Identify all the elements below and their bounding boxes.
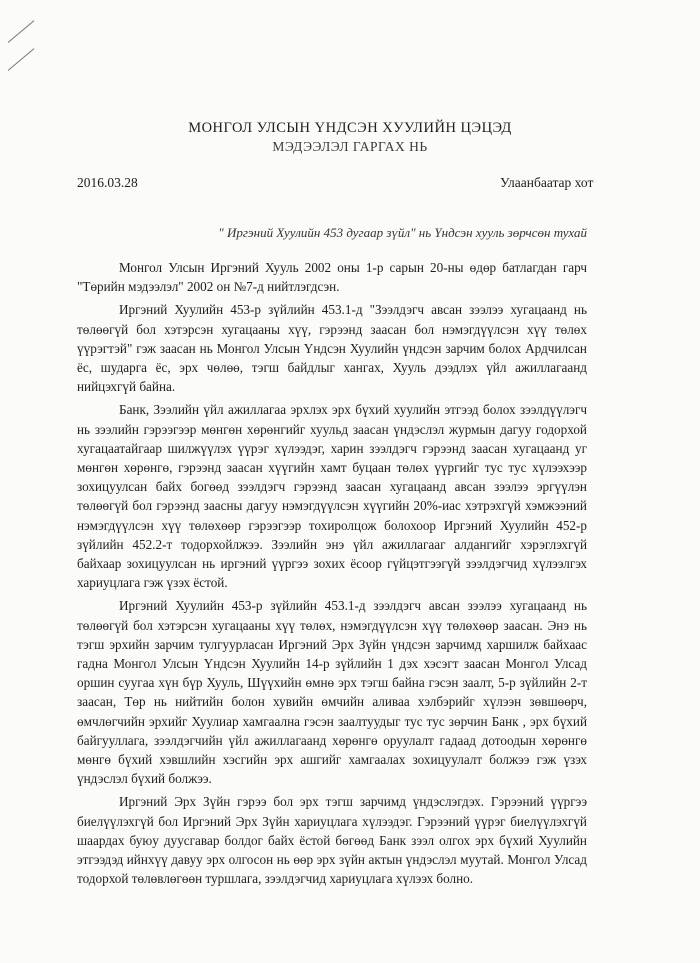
document-header <box>0 120 700 155</box>
document-subject: " Иргэний Хуулийн 453 дугаар зүйл" нь Үндсэн хууль зөрчсөн тухай <box>218 225 587 240</box>
body-paragraph: Иргэний Хуулийн 453-р зүйлийн 453.1-д "Зээлдэгч авсан зээлээ хугацаанд нь төлөөгүй бол хэтэрсэн хугацааны хүү, гэрээнд заасан бол нэмэгдүүлсэн хүү төлөх үүрэгтэй" гэж заасан нь Монгол Улсын Үндсэн Хуулийн үндсэн зарчим болох Ардчилсан ёс, шударга ёс, эрх чөлөө, тэгш байдлыг хангах, Хууль дээдлэх үйл ажиллагаанд нийцэхгүй байна. <box>77 302 587 395</box>
body-paragraph: Банк, Зээлийн үйл ажиллагаа эрхлэх эрх бүхий хуулийн этгээд болох зээлдүүлэгч нь зээлийн гэрээгээр мөнгөн хөрөнгийг хуульд заасан үндэслэл журмын дагуу годорхой хугацаатайгаар шилжүүлэх үүрэг хүлээдэг, харин зээлдэгч гэрээнд заасан хугацаанд уг мөнгөн хөрөнгө, гэрээнд заасан хүүгийн хамт буцаан төлөх үүргийг тус тус хүлээхээр зохицуулсан байх богөөд зээлдэгч гэрээнд заасан хугацаанд авсан зээлээ эргүүлэн төлөөгүй бол гэрээнд заасны дагуу нэмэгдүүлсэн хүүгийн 20%-иас хэтрэхгүй хэмжээний нэмэгдүүлсэн хүү төлөхөөр гэрээгээр тохиролцож болохоор Иргэний Хуулийн 452-р зүйлийн 452.2-т тодорхойлжээ. Зээлийн энэ үйл ажиллагааг алдангийг хэрэглэхгүй байхаар зохицуулсан нь иргэний үүргээ зохих ёсоор гүйцэтгээгүй зээлдэгчид хүлээлгэх хариуцлага гэж үзэх ёстой. <box>77 402 587 591</box>
document-body <box>77 258 587 893</box>
body-paragraph: Монгол Улсын Иргэний Хууль 2002 оны 1-р сарын 20-ны өдөр батлагдан гарч "Төрийн мэдээлэл" 2002 он №7-д нийтлэгдсэн. <box>77 260 587 295</box>
staple-mark <box>8 20 35 43</box>
document-date: 2016.03.28 <box>77 175 138 190</box>
body-paragraph: Иргэний Эрх Зүйн гэрээ бол эрх тэгш зарчимд үндэслэгдэх. Гэрээний үүргээ биелүүлэхгүй бол Иргэний Эрх Зүйн хариуцлага хүлээдэг. Гэрээний үүрэг биелүүлэхгүй шаардах буюу дуусгавар болдог байх ёстой бөгөөд Банк зээл олгох эрх бүхий Хуулийн этгээдэд ийнхүү давуу эрх олгосон нь өөр эрх зүйн актын үндэслэл муутай. Монгол Улсад тодорхой төлөвлөгөөн туршлага, зээлдэгчид хариуцлага хүлээх болно. <box>77 794 587 887</box>
body-paragraph: Иргэний Хуулийн 453-р зүйлийн 453.1-д зээлдэгч авсан зээлээ хугацаанд нь төлөөгүй бол хэтэрсэн хугацааны хүү төлөх, нэмэгдүүлсэн хүү төлөхөөр заасан. Энэ нь тэгш эрхийн зарчим тулгуурласан Иргэний Эрх Зүйн үндсэн зарчимд харшилж байхаас гадна Монгол Улсын Үндсэн Хуулийн 14-р зүйлийн 1 дэх хэсэгт заасан Монгол Улсад оршин суугаа хүн бүр Хууль, Шүүхийн өмнө эрх тэгш байна гэсэн заалт, 5-р зүйлийн 2-т заасан, Төр нь нийтийн болон хувийн өмчийн аливаа хэлбэрийг хүлээн зөвшөөрч, өмчлөгчийн эрхийг Хуулиар хамгаална гэсэн заалтуудыг тус тус зөрчин Банк , эрх бүхий байгууллага, зээлдэгчийн үйл ажиллагаанд хөрөнгө оруулалт гадаад дотоодын хөрөнгө мөнгө бүхий хэвшлийн хэсгийн эрх ашгийг хамгаалах зохицуулалт болжээ гэж үзэх үндэслэл бүхий болжээ. <box>77 598 587 787</box>
staple-mark <box>8 48 35 71</box>
document-place: Улаанбаатар хот <box>500 175 594 190</box>
document-subtitle: МЭДЭЭЛЭЛ ГАРГАХ НЬ <box>272 139 428 154</box>
document-title: МОНГОЛ УЛСЫН ҮНДСЭН ХУУЛИЙН ЦЭЦЭД <box>188 120 512 136</box>
